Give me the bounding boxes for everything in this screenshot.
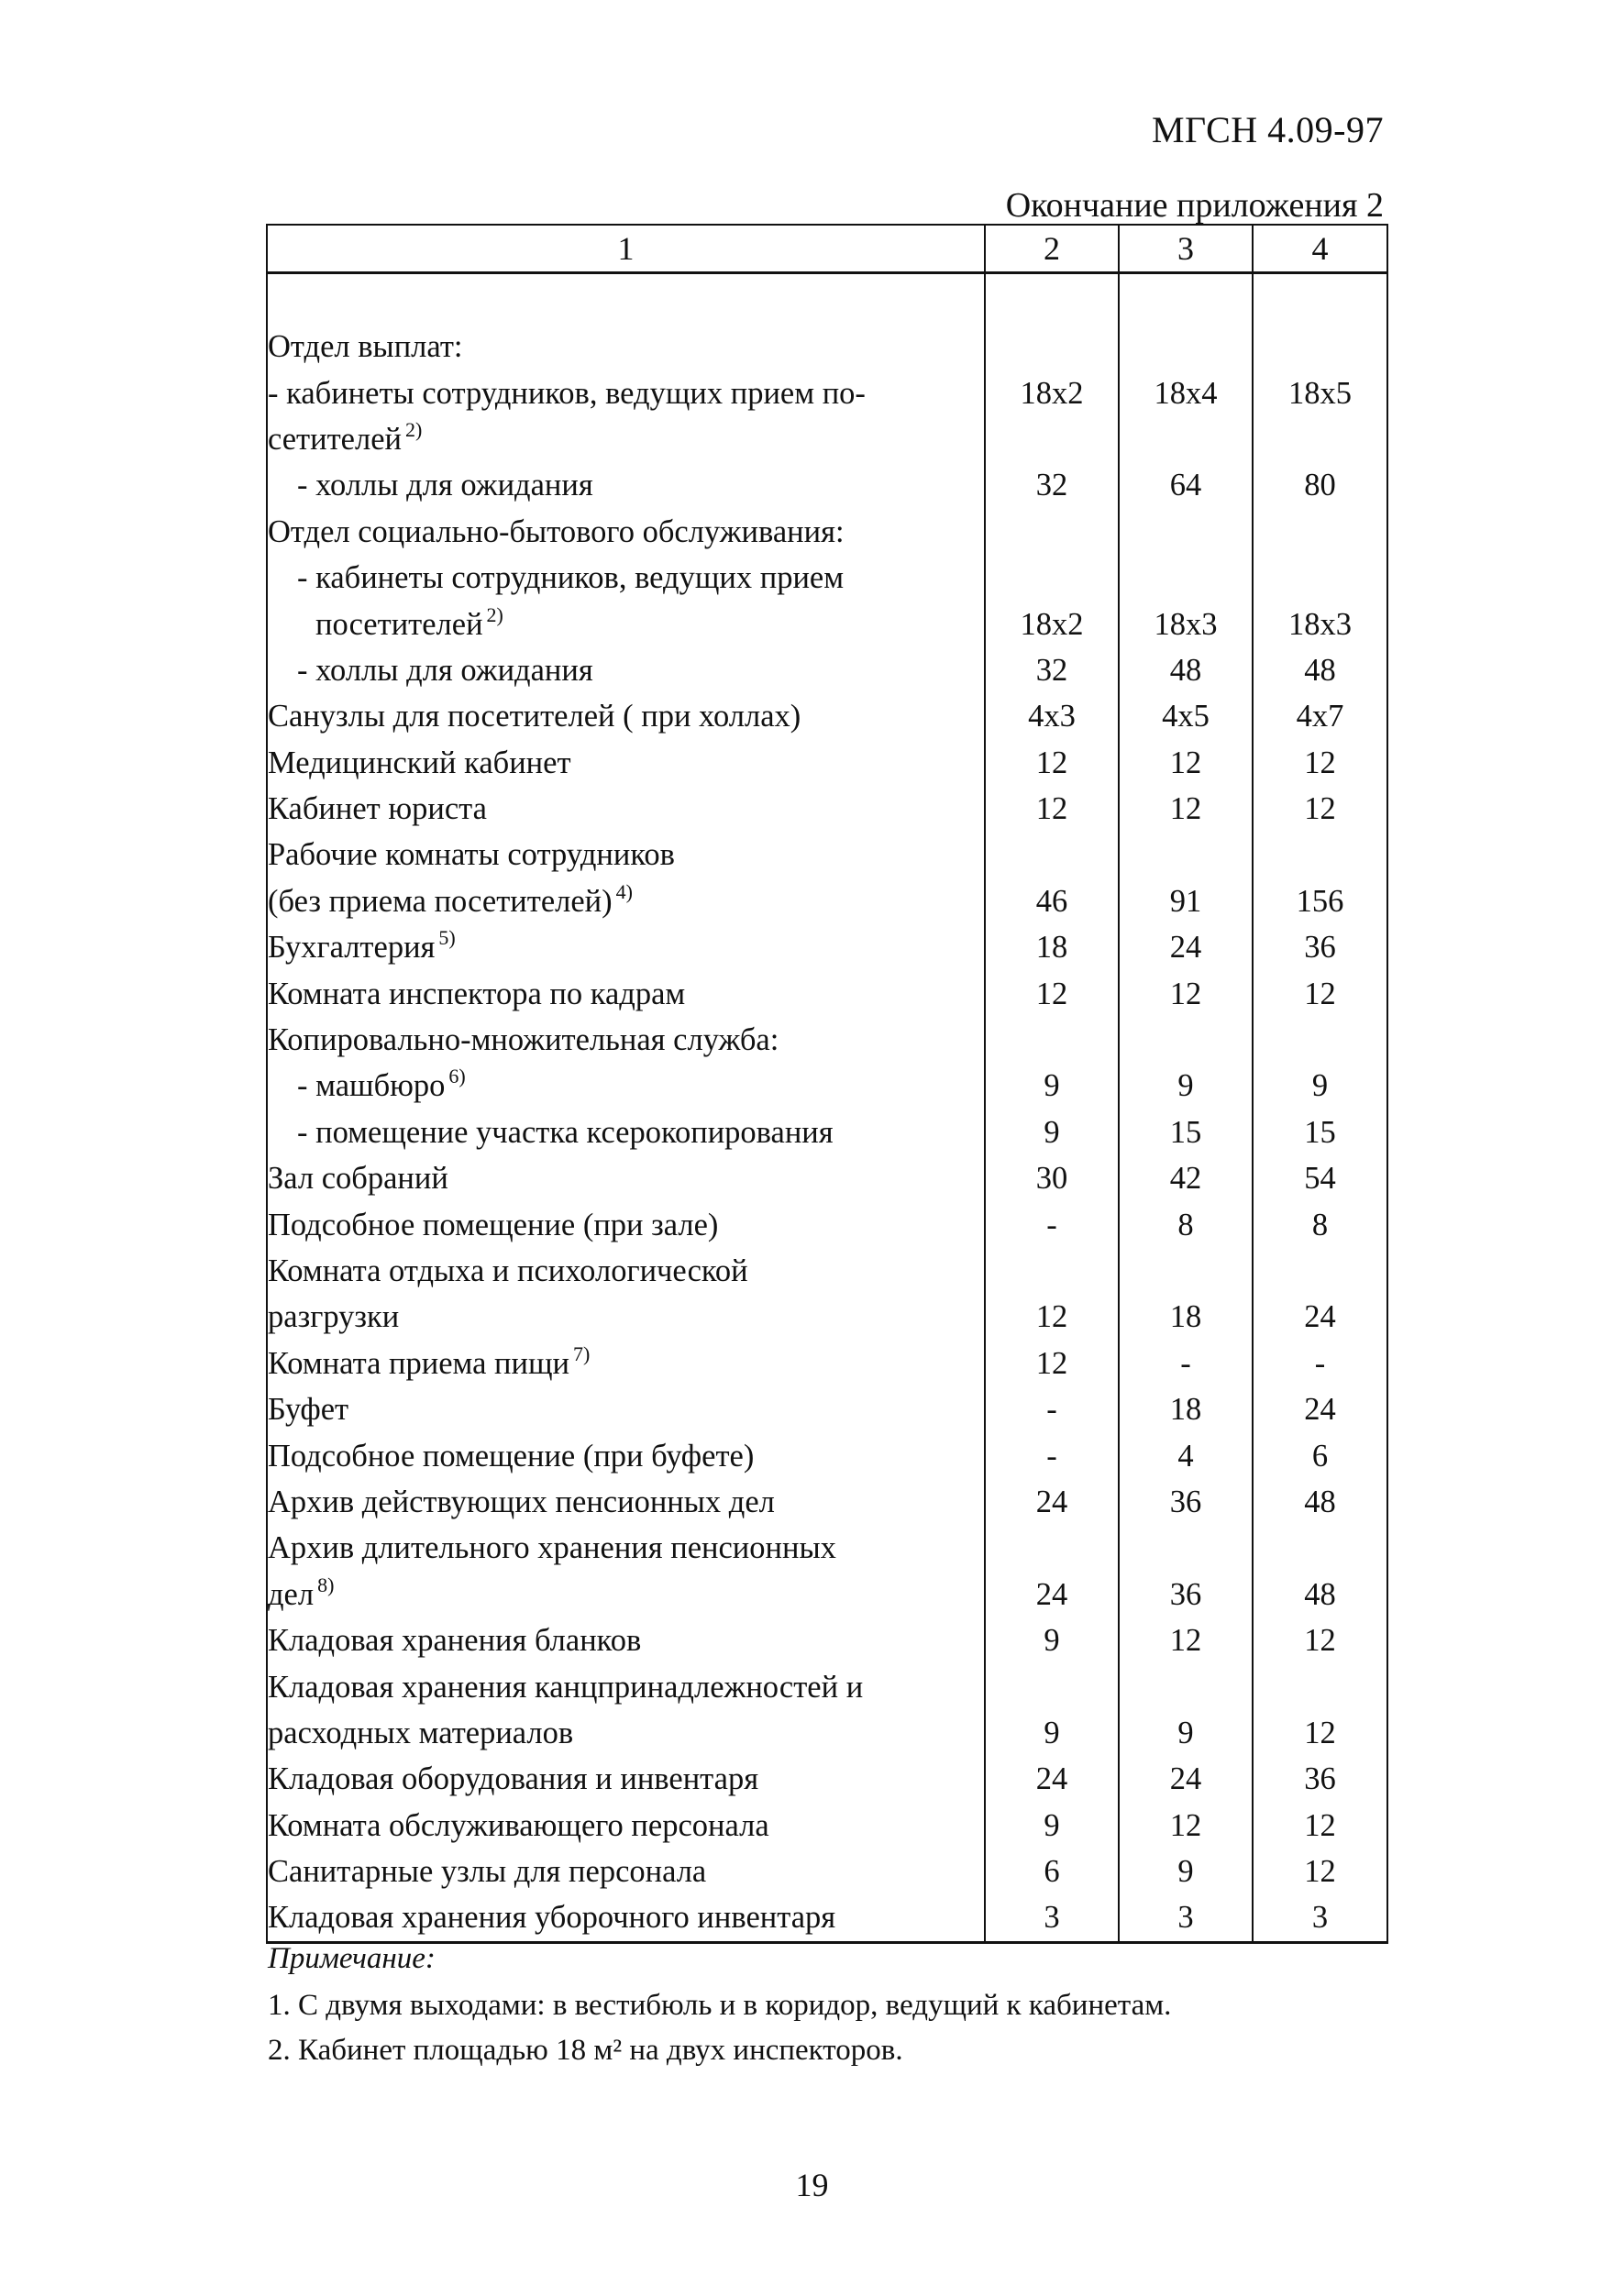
row-label: Бухгалтерия [268, 930, 436, 966]
value-cell-col3: 12 [1119, 1803, 1253, 1849]
value-cell-col4: - [1253, 1341, 1387, 1386]
row-label: сетителей [268, 421, 402, 457]
note-line: 2. Кабинет площадью 18 м² на двух инспекторов. [268, 2034, 903, 2067]
row-label-cell [267, 786, 985, 832]
table-row [267, 416, 1387, 462]
value-cell-col3: 36 [1119, 1572, 1253, 1617]
row-label: Отдел выплат: [268, 329, 463, 365]
value-cell-col3 [1119, 509, 1253, 555]
value-cell-col2 [985, 1663, 1119, 1709]
row-label: - машбюро [297, 1068, 446, 1104]
value-cell-col4 [1253, 416, 1387, 462]
table-row [267, 1432, 1387, 1478]
table-row [267, 324, 1387, 370]
row-label: Отдел социально-бытового обслуживания: [268, 513, 845, 549]
row-label: - холлы для ожидания [297, 468, 593, 503]
value-cell-col2: - [985, 1432, 1119, 1478]
table-row [267, 1155, 1387, 1201]
value-cell-col3: 18х3 [1119, 601, 1253, 646]
table-row [267, 1525, 1387, 1571]
table-row [267, 370, 1387, 415]
value-cell-col2 [985, 509, 1119, 555]
value-cell-col4: 48 [1253, 1572, 1387, 1617]
value-cell-col4: 8 [1253, 1201, 1387, 1247]
value-cell-col4: 18х5 [1253, 370, 1387, 415]
table-row [267, 924, 1387, 970]
footnote-marker: 8) [317, 1573, 335, 1596]
footnote-marker: 6) [448, 1065, 466, 1088]
value-cell-col4 [1253, 324, 1387, 370]
value-cell-col3: 36 [1119, 1479, 1253, 1525]
row-label-cell [267, 1248, 985, 1294]
value-cell-col2: 4х3 [985, 693, 1119, 739]
table-row [267, 1341, 1387, 1386]
table-row [267, 462, 1387, 508]
row-label: Зал собраний [268, 1161, 448, 1197]
row-label-cell [267, 416, 985, 462]
row-label: Архив длительного хранения пенсионных [268, 1530, 836, 1566]
value-cell-col3 [1119, 273, 1253, 325]
value-cell-col4 [1253, 832, 1387, 878]
value-cell-col3: 91 [1119, 878, 1253, 924]
table-caption: Окончание приложения 2 [1005, 186, 1384, 225]
table-row [267, 1063, 1387, 1109]
value-cell-col2: 32 [985, 462, 1119, 508]
row-label-cell [267, 1017, 985, 1063]
value-cell-col4 [1253, 509, 1387, 555]
value-cell-col3: 9 [1119, 1063, 1253, 1109]
row-label: Подсобное помещение (при зале) [268, 1207, 719, 1242]
row-label: Кладовая хранения бланков [268, 1623, 642, 1659]
row-label: Рабочие комнаты сотрудников [268, 837, 675, 873]
row-label: - помещение участка ксерокопирования [297, 1114, 834, 1150]
footnote-marker: 4) [615, 879, 633, 903]
value-cell-col3: 8 [1119, 1201, 1253, 1247]
value-cell-col4: 36 [1253, 924, 1387, 970]
value-cell-col4: 12 [1253, 1803, 1387, 1849]
table-row [267, 1756, 1387, 1802]
value-cell-col3: - [1119, 1341, 1253, 1386]
footnote-marker: 2) [404, 417, 423, 441]
row-label: Медицинский кабинет [268, 745, 571, 780]
table-row [267, 1710, 1387, 1756]
row-label-cell [267, 1155, 985, 1201]
row-label-cell [267, 1063, 985, 1109]
row-label-cell [267, 1756, 985, 1802]
row-label-cell [267, 273, 985, 325]
value-cell-col3: 24 [1119, 1756, 1253, 1802]
table-row [267, 1572, 1387, 1617]
row-label-cell [267, 647, 985, 693]
value-cell-col3: 9 [1119, 1849, 1253, 1894]
value-cell-col4: 6 [1253, 1432, 1387, 1478]
row-label: посетителей [315, 606, 483, 642]
value-cell-col2 [985, 416, 1119, 462]
value-cell-col4: 24 [1253, 1386, 1387, 1432]
row-label: - кабинеты сотрудников, ведущих прием [297, 560, 845, 596]
value-cell-col2: 6 [985, 1849, 1119, 1894]
row-label: Буфет [268, 1392, 349, 1428]
row-label-cell [267, 1710, 985, 1756]
row-label: Комната отдыха и психологической [268, 1253, 748, 1288]
row-label: Кабинет юриста [268, 791, 487, 827]
row-label-cell [267, 1849, 985, 1894]
table-row [267, 832, 1387, 878]
value-cell-col3 [1119, 1248, 1253, 1294]
row-label-cell [267, 878, 985, 924]
value-cell-col4: 12 [1253, 1849, 1387, 1894]
value-cell-col2: 9 [985, 1109, 1119, 1155]
value-cell-col3 [1119, 416, 1253, 462]
table-row [267, 1663, 1387, 1709]
value-cell-col2 [985, 273, 1119, 325]
value-cell-col2: 9 [985, 1803, 1119, 1849]
table-row [267, 693, 1387, 739]
row-label: (без приема посетителей) [268, 883, 613, 919]
footnote-marker: 7) [573, 1341, 591, 1365]
value-cell-col2 [985, 555, 1119, 601]
table-row [267, 786, 1387, 832]
value-cell-col2 [985, 1017, 1119, 1063]
row-label: - кабинеты сотрудников, ведущих прием по- [268, 375, 866, 411]
value-cell-col3: 64 [1119, 462, 1253, 508]
row-label: Кладовая хранения канцпринадлежностей и [268, 1669, 864, 1705]
table-row [267, 647, 1387, 693]
row-label: Архив действующих пенсионных дел [268, 1484, 775, 1519]
column-header: 4 [1253, 225, 1387, 273]
value-cell-col4 [1253, 1017, 1387, 1063]
table-row [267, 1017, 1387, 1063]
value-cell-col2: 18 [985, 924, 1119, 970]
row-label-cell [267, 462, 985, 508]
value-cell-col4: 12 [1253, 786, 1387, 832]
value-cell-col4: 48 [1253, 647, 1387, 693]
row-label-cell [267, 970, 985, 1016]
row-label-cell [267, 740, 985, 786]
notes-section [268, 1942, 1414, 2079]
row-label-cell [267, 1803, 985, 1849]
table-row [267, 509, 1387, 555]
value-cell-col2 [985, 1248, 1119, 1294]
row-label: Подсобное помещение (при буфете) [268, 1438, 755, 1474]
value-cell-col4: 9 [1253, 1063, 1387, 1109]
row-label-cell [267, 1617, 985, 1663]
value-cell-col3: 24 [1119, 924, 1253, 970]
value-cell-col4: 18х3 [1253, 601, 1387, 646]
table-row [267, 1849, 1387, 1894]
value-cell-col2: 12 [985, 970, 1119, 1016]
notes-title: Примечание: [268, 1942, 436, 1975]
row-label-cell [267, 370, 985, 415]
row-label-cell [267, 1479, 985, 1525]
note-line: 1. С двумя выходами: в вестибюль и в коридор, ведущий к кабинетам. [268, 1989, 1172, 2022]
page-number: 19 [795, 2167, 829, 2203]
value-cell-col2: 3 [985, 1894, 1119, 1942]
value-cell-col2: 9 [985, 1617, 1119, 1663]
table-row [267, 1201, 1387, 1247]
table-spacer-row [267, 273, 1387, 325]
table-row [267, 740, 1387, 786]
footnote-marker: 2) [486, 602, 503, 626]
row-label: Комната инспектора по кадрам [268, 976, 686, 1011]
value-cell-col2: 30 [985, 1155, 1119, 1201]
value-cell-col4 [1253, 1663, 1387, 1709]
value-cell-col3: 12 [1119, 740, 1253, 786]
value-cell-col2: 24 [985, 1756, 1119, 1802]
column-header: 2 [985, 225, 1119, 273]
column-header: 3 [1119, 225, 1253, 273]
value-cell-col3 [1119, 1663, 1253, 1709]
table-row [267, 1894, 1387, 1942]
value-cell-col2: 12 [985, 1341, 1119, 1386]
value-cell-col4 [1253, 555, 1387, 601]
value-cell-col4: 24 [1253, 1294, 1387, 1340]
value-cell-col2 [985, 1525, 1119, 1571]
value-cell-col2: 9 [985, 1710, 1119, 1756]
value-cell-col4: 48 [1253, 1479, 1387, 1525]
table-row [267, 878, 1387, 924]
row-label-cell [267, 1894, 985, 1942]
value-cell-col4: 12 [1253, 1710, 1387, 1756]
value-cell-col4: 54 [1253, 1155, 1387, 1201]
value-cell-col3 [1119, 324, 1253, 370]
value-cell-col4 [1253, 1525, 1387, 1571]
row-label: Кладовая хранения уборочного инвентаря [268, 1900, 836, 1936]
value-cell-col2: 18х2 [985, 370, 1119, 415]
table-row [267, 1294, 1387, 1340]
row-label-cell [267, 555, 985, 601]
row-label-cell [267, 601, 985, 646]
value-cell-col2: - [985, 1386, 1119, 1432]
value-cell-col3: 15 [1119, 1109, 1253, 1155]
row-label-cell [267, 693, 985, 739]
row-label-cell [267, 832, 985, 878]
document-code: МГСН 4.09-97 [1151, 109, 1384, 150]
row-label-cell [267, 1572, 985, 1617]
row-label-cell [267, 324, 985, 370]
value-cell-col3: 12 [1119, 1617, 1253, 1663]
table-row [267, 1386, 1387, 1432]
value-cell-col3: 9 [1119, 1710, 1253, 1756]
value-cell-col4: 15 [1253, 1109, 1387, 1155]
row-label: разгрузки [268, 1299, 400, 1335]
row-label: Кладовая оборудования и инвентаря [268, 1761, 759, 1797]
table-row [267, 1803, 1387, 1849]
row-label: дел [268, 1576, 315, 1612]
row-label: Копировально-множительная служба: [268, 1022, 779, 1058]
footnote-marker: 5) [438, 926, 456, 950]
column-header: 1 [267, 225, 985, 273]
row-label-cell [267, 1386, 985, 1432]
value-cell-col2: 46 [985, 878, 1119, 924]
value-cell-col2: 12 [985, 740, 1119, 786]
value-cell-col4: 4х7 [1253, 693, 1387, 739]
table-row [267, 970, 1387, 1016]
row-label-cell [267, 1663, 985, 1709]
row-label-cell [267, 1109, 985, 1155]
value-cell-col3: 12 [1119, 786, 1253, 832]
value-cell-col2: 12 [985, 1294, 1119, 1340]
value-cell-col4 [1253, 1248, 1387, 1294]
table-row [267, 1479, 1387, 1525]
value-cell-col3: 42 [1119, 1155, 1253, 1201]
row-label-cell [267, 1201, 985, 1247]
table-row [267, 1109, 1387, 1155]
row-label: Комната обслуживающего персонала [268, 1807, 769, 1843]
value-cell-col2 [985, 832, 1119, 878]
table-body [267, 273, 1387, 1943]
value-cell-col2: 24 [985, 1479, 1119, 1525]
row-label: Санузлы для посетителей ( при холлах) [268, 699, 801, 734]
value-cell-col3 [1119, 555, 1253, 601]
value-cell-col2: 32 [985, 647, 1119, 693]
table-header-row [267, 225, 1387, 273]
row-label-cell [267, 1294, 985, 1340]
value-cell-col4: 3 [1253, 1894, 1387, 1942]
row-label: Комната приема пищи [268, 1345, 570, 1381]
value-cell-col3: 4 [1119, 1432, 1253, 1478]
value-cell-col4: 156 [1253, 878, 1387, 924]
value-cell-col3: 12 [1119, 970, 1253, 1016]
table-row [267, 601, 1387, 646]
value-cell-col4 [1253, 273, 1387, 325]
value-cell-col4: 12 [1253, 740, 1387, 786]
value-cell-col4: 12 [1253, 1617, 1387, 1663]
table-row [267, 1248, 1387, 1294]
value-cell-col4: 80 [1253, 462, 1387, 508]
value-cell-col3 [1119, 832, 1253, 878]
value-cell-col3: 48 [1119, 647, 1253, 693]
value-cell-col3: 18 [1119, 1386, 1253, 1432]
value-cell-col4: 12 [1253, 970, 1387, 1016]
appendix-table [266, 224, 1388, 1944]
row-label-cell [267, 1525, 985, 1571]
value-cell-col4: 36 [1253, 1756, 1387, 1802]
value-cell-col3: 18 [1119, 1294, 1253, 1340]
value-cell-col2: 9 [985, 1063, 1119, 1109]
row-label-cell [267, 924, 985, 970]
value-cell-col2: 24 [985, 1572, 1119, 1617]
value-cell-col3 [1119, 1017, 1253, 1063]
value-cell-col3: 3 [1119, 1894, 1253, 1942]
row-label: - холлы для ожидания [297, 652, 593, 688]
row-label-cell [267, 509, 985, 555]
row-label: Санитарные узлы для персонала [268, 1854, 707, 1890]
row-label-cell [267, 1341, 985, 1386]
value-cell-col3: 4х5 [1119, 693, 1253, 739]
row-label: расходных материалов [268, 1715, 574, 1750]
value-cell-col2: 18х2 [985, 601, 1119, 646]
table-row [267, 1617, 1387, 1663]
value-cell-col3 [1119, 1525, 1253, 1571]
value-cell-col2: - [985, 1201, 1119, 1247]
table-row [267, 555, 1387, 601]
value-cell-col3: 18х4 [1119, 370, 1253, 415]
value-cell-col2 [985, 324, 1119, 370]
row-label-cell [267, 1432, 985, 1478]
value-cell-col2: 12 [985, 786, 1119, 832]
